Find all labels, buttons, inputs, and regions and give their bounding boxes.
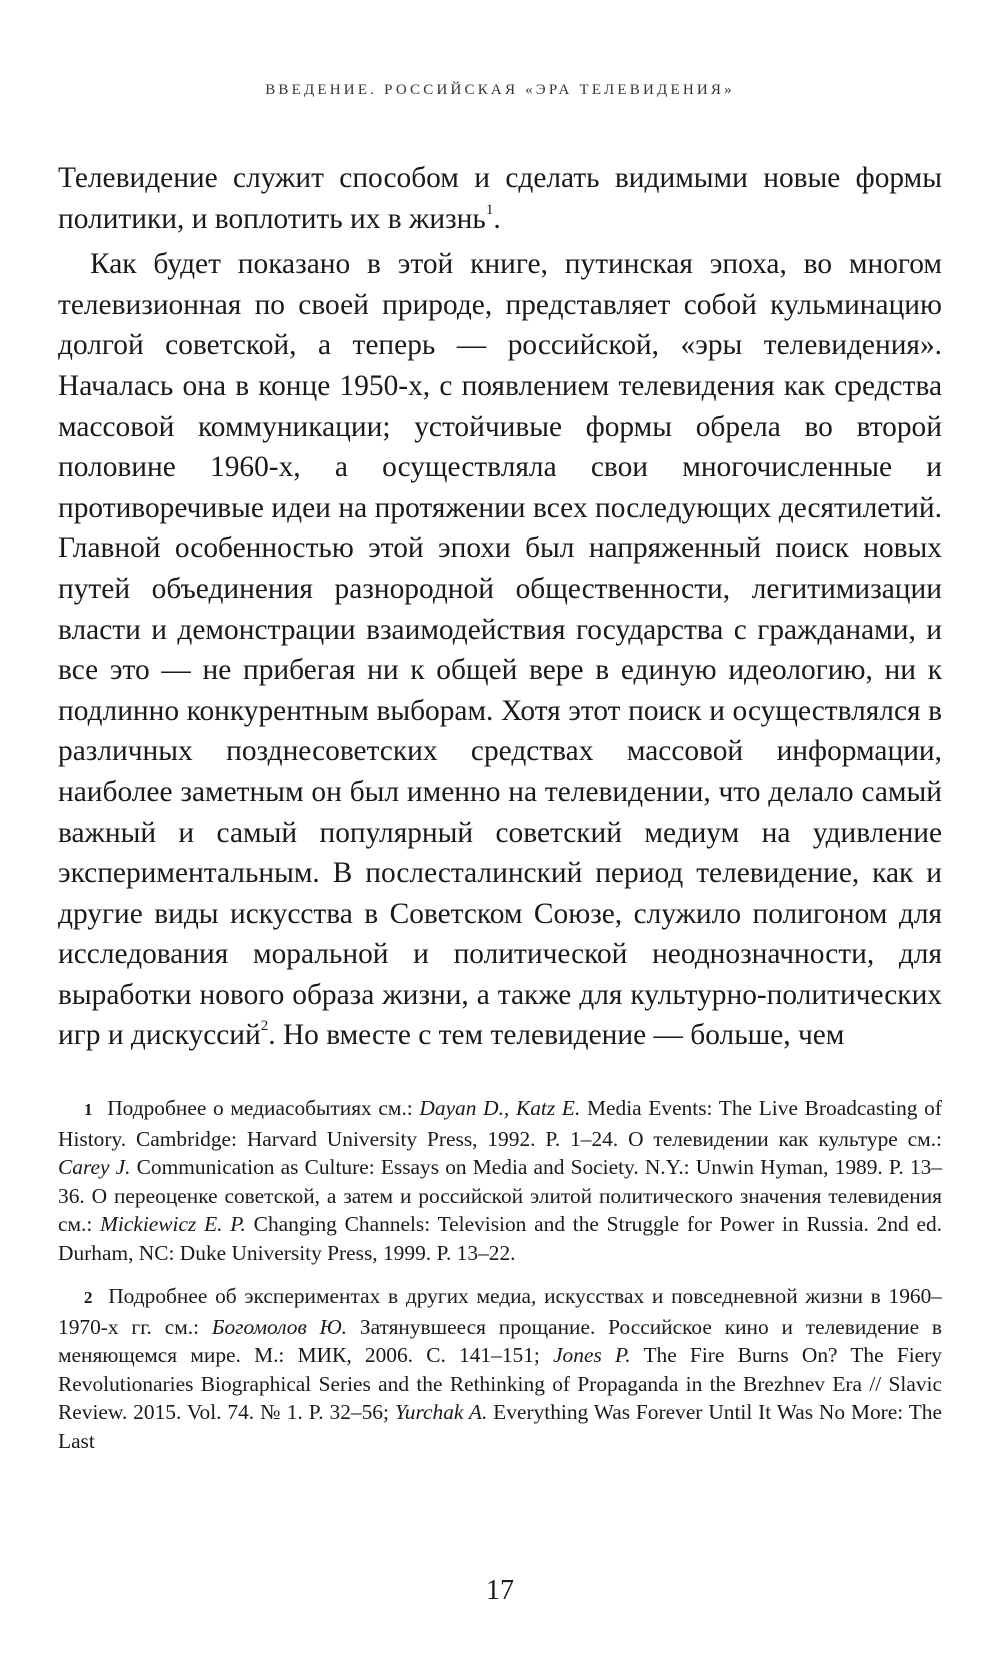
paragraph-2 [58, 244, 942, 1061]
footnote-1 [58, 1094, 942, 1267]
footnote-2-text [58, 1284, 942, 1453]
footnote-1-mark: 1 [84, 1100, 93, 1119]
paragraph-1-text: Телевидение служит способом и сделать видимыми новые формы политики, и воплотить их в жизнь [58, 162, 942, 235]
body-text [58, 158, 942, 1061]
footnote-2-mark: 2 [84, 1288, 93, 1307]
footnote-author: Jones P. [553, 1343, 631, 1367]
paragraph-1 [58, 158, 942, 244]
footnote-segment: Communication as Culture: Essays on Media and Society. N.Y.: Unwin Hyman, 1989. P. 13–36. О переоценке советской, а затем и российской элитой политического значения телевидения см.: [58, 1155, 943, 1236]
footnote-segment: Everything Was Forever Until It Was No More: The Last [58, 1400, 942, 1453]
footnote-segment: Затянувшееся прощание. Российское кино и телевидение в меняющемся мире. М.: МИК, 2006. С. 141–151; [58, 1314, 942, 1367]
footnote-segment: The Fire Burns On? The Fiery Revolutionaries Biographical Series and the Rethinking of Propaganda in the Brezhnev Era // Slavic Review. 2015. Vol. 74. № 1. P. 32–56; [58, 1343, 942, 1424]
footnotes [58, 1094, 942, 1455]
footnote-author: Богомолов Ю. [211, 1314, 348, 1339]
paragraph-2-text: Как будет показано в этой книге, путинская эпоха, во многом телевизионная по своей природе, представляет собой кульминацию долгой советской, а теперь — российской, «эры телевидения». Началась она в конце 1950-х, с появлением телевидения как средства массовой коммуникации; устойчивые формы обрела во второй половине 1960-х, а осуществляла свои многочисленные и противоречивые идеи на протяжении всех последующих десятилетий. Главной особенностью этой эпохи был напряженный поиск новых путей объединения разнородной общественности, легитимизации власти и демонстрации взаимодействия государства с гражданами, и все это — не прибегая ни к общей вере в единую идеологию, ни к подлинно конкурентным выборам. Хотя этот поиск и осуществлялся в различных позднесоветских средствах массовой информации, наиболее заметным он был именно на телевидении, что делало самый важный и самый популярный советский медиум на удивление экспериментальным. В послесталинский период телевидение, как и другие виды искусства в Советском Союзе, служило полигоном для исследования моральной и политической неоднозначности, для выработки нового образа жизни, а также для культурно-политических игр и дискуссий [58, 248, 942, 1052]
footnote-segment: Подробнее о медиасобытиях см.: [107, 1096, 420, 1120]
footnote-segment: Media Events: The Live Broadcasting of History. Cambridge: Harvard University Press, 1992. P. 1–24. О телевидении как культуре см.: [58, 1096, 942, 1151]
footnote-ref-2: 2 [260, 1018, 269, 1035]
footnote-2 [58, 1282, 942, 1455]
footnote-segment: Changing Channels: Television and the Struggle for Power in Russia. 2nd ed. Durham, NC: Duke University Press, 1999. P. 13–22. [58, 1212, 943, 1265]
paragraph-1-tail: . [493, 202, 501, 235]
footnote-segment: Подробнее об экспериментах в других медиа, искусствах и повседневной жизни в 1960–1970-х гг. см.: [58, 1284, 942, 1339]
footnote-author: Dayan D., Katz E. [419, 1096, 581, 1120]
footnote-author: Carey J. [58, 1155, 131, 1179]
page-number: 17 [486, 1575, 514, 1606]
footnote-ref-1: 1 [485, 201, 494, 218]
footnote-author: Mickiewicz E. P. [100, 1212, 246, 1236]
running-head: ВВЕДЕНИЕ. РОССИЙСКАЯ «ЭРА ТЕЛЕВИДЕНИЯ» [265, 82, 735, 98]
footnote-author: Yurchak A. [394, 1400, 488, 1424]
paragraph-2-continuation: . Но вместе с тем телевидение — больше, чем [268, 1019, 845, 1052]
footnote-1-text [58, 1096, 942, 1265]
